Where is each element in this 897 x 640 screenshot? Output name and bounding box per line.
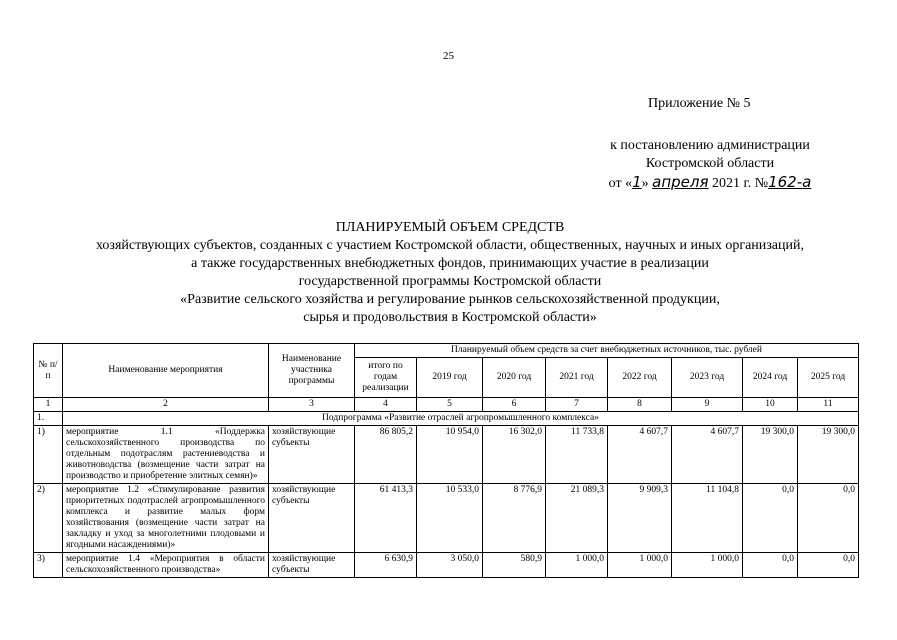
column-number: 8 bbox=[608, 398, 672, 412]
funding-table bbox=[33, 343, 859, 578]
row-value: 3 050,0 bbox=[417, 553, 483, 578]
row-measure-name: мероприятие 1.4 «Мероприятия в области сельскохозяйственного производства» bbox=[63, 553, 269, 578]
row-participant: хозяйствующие субъекты bbox=[269, 553, 355, 578]
title-line: а также государственных внебюджетных фондов, принимающих участие в реализации bbox=[191, 256, 709, 271]
row-participant: хозяйствующие субъекты bbox=[269, 484, 355, 553]
section-num: 1. bbox=[34, 412, 63, 426]
column-number: 11 bbox=[798, 398, 859, 412]
row-value: 1 000,0 bbox=[546, 553, 608, 578]
row-value: 0,0 bbox=[743, 553, 798, 578]
row-value: 11 104,8 bbox=[672, 484, 743, 553]
row-value: 19 300,0 bbox=[798, 426, 859, 484]
title-line: хозяйствующих субъектов, созданных с участием Костромской области, общественных, научных и иных организаций, bbox=[95, 238, 805, 253]
column-number: 2 bbox=[63, 398, 269, 412]
document-title bbox=[30, 219, 870, 327]
row-value: 4 607,7 bbox=[608, 426, 672, 484]
column-number: 7 bbox=[546, 398, 608, 412]
row-value: 9 909,3 bbox=[608, 484, 672, 553]
handwritten-month: апреля bbox=[652, 173, 709, 191]
table-header-row bbox=[34, 344, 859, 358]
row-value: 1 000,0 bbox=[608, 553, 672, 578]
column-number: 1 bbox=[34, 398, 63, 412]
row-value: 11 733,8 bbox=[546, 426, 608, 484]
header-year: 2023 год bbox=[672, 358, 743, 398]
row-value: 10 954,0 bbox=[417, 426, 483, 484]
title-line: государственной программы Костромской области bbox=[298, 274, 602, 289]
section-row bbox=[34, 412, 859, 426]
title-line: сырья и продовольствия в Костромской области» bbox=[303, 310, 597, 325]
header-year: 2020 год bbox=[483, 358, 546, 398]
header-funding-group: Планируемый объем средств за счет внебюджетных источников, тыс. рублей bbox=[355, 344, 859, 358]
handwritten-doc-number: 162-а bbox=[768, 173, 812, 191]
column-number: 3 bbox=[269, 398, 355, 412]
row-num: 1) bbox=[34, 426, 63, 484]
column-number-row bbox=[34, 398, 859, 412]
row-value: 580,9 bbox=[483, 553, 546, 578]
row-value: 4 607,7 bbox=[672, 426, 743, 484]
row-value: 0,0 bbox=[798, 484, 859, 553]
table-row bbox=[34, 553, 859, 578]
row-value: 6 630,9 bbox=[355, 553, 417, 578]
table-row bbox=[34, 484, 859, 553]
column-number: 4 bbox=[355, 398, 417, 412]
row-value: 8 776,9 bbox=[483, 484, 546, 553]
header-num: № п/п bbox=[34, 344, 63, 398]
row-value: 61 413,3 bbox=[355, 484, 417, 553]
title-line: ПЛАНИРУЕМЫЙ ОБЪЕМ СРЕДСТВ bbox=[335, 220, 565, 235]
row-value: 10 533,0 bbox=[417, 484, 483, 553]
reference-line-1: к постановлению администрации bbox=[610, 138, 810, 153]
section-title: Подпрограмма «Развитие отраслей агропромышленного комплекса» bbox=[63, 412, 859, 426]
row-value: 0,0 bbox=[798, 553, 859, 578]
column-number: 6 bbox=[483, 398, 546, 412]
header-participant: Наименование участника программы bbox=[269, 344, 355, 398]
row-num: 2) bbox=[34, 484, 63, 553]
row-participant: хозяйствующие субъекты bbox=[269, 426, 355, 484]
header-year: 2021 год bbox=[546, 358, 608, 398]
handwritten-day: 1 bbox=[632, 173, 642, 191]
header-year: 2025 год bbox=[798, 358, 859, 398]
decree-reference bbox=[570, 137, 850, 193]
header-year: 2022 год bbox=[608, 358, 672, 398]
header-year: 2019 год bbox=[417, 358, 483, 398]
row-value: 1 000,0 bbox=[672, 553, 743, 578]
row-num: 3) bbox=[34, 553, 63, 578]
date-prefix: от « bbox=[608, 176, 633, 191]
row-value: 21 089,3 bbox=[546, 484, 608, 553]
reference-line-2: Костромской области bbox=[645, 156, 775, 171]
row-value: 16 302,0 bbox=[483, 426, 546, 484]
table-row bbox=[34, 426, 859, 484]
row-measure-name: мероприятие 1.2 «Стимулирование развития приоритетных подотраслей агропромышленного комплекса и развитие малых форм хозяйствования (возмещение части затрат на закладку и уход за многолетними плодовыми и ягодными насаждениями)» bbox=[63, 484, 269, 553]
header-total: итого по годам реализации bbox=[355, 358, 417, 398]
row-value: 19 300,0 bbox=[743, 426, 798, 484]
column-number: 5 bbox=[417, 398, 483, 412]
page-number: 25 bbox=[443, 50, 454, 62]
title-line: «Развитие сельского хозяйства и регулирование рынков сельскохозяйственной продукции, bbox=[180, 292, 720, 307]
header-name: Наименование мероприятия bbox=[63, 344, 269, 398]
row-value: 86 805,2 bbox=[355, 426, 417, 484]
date-mid: » bbox=[641, 176, 649, 191]
row-measure-name: мероприятие 1.1 «Поддержка сельскохозяйственного производства по отдельным подотраслям растениеводства и животноводства (возмещение части затрат на производство и приобретение элитных семян)» bbox=[63, 426, 269, 484]
row-value: 0,0 bbox=[743, 484, 798, 553]
column-number: 10 bbox=[743, 398, 798, 412]
reference-date-line bbox=[570, 173, 850, 193]
date-year: 2021 г. № bbox=[712, 176, 769, 191]
header-year: 2024 год bbox=[743, 358, 798, 398]
appendix-label: Приложение № 5 bbox=[648, 96, 751, 111]
column-number: 9 bbox=[672, 398, 743, 412]
